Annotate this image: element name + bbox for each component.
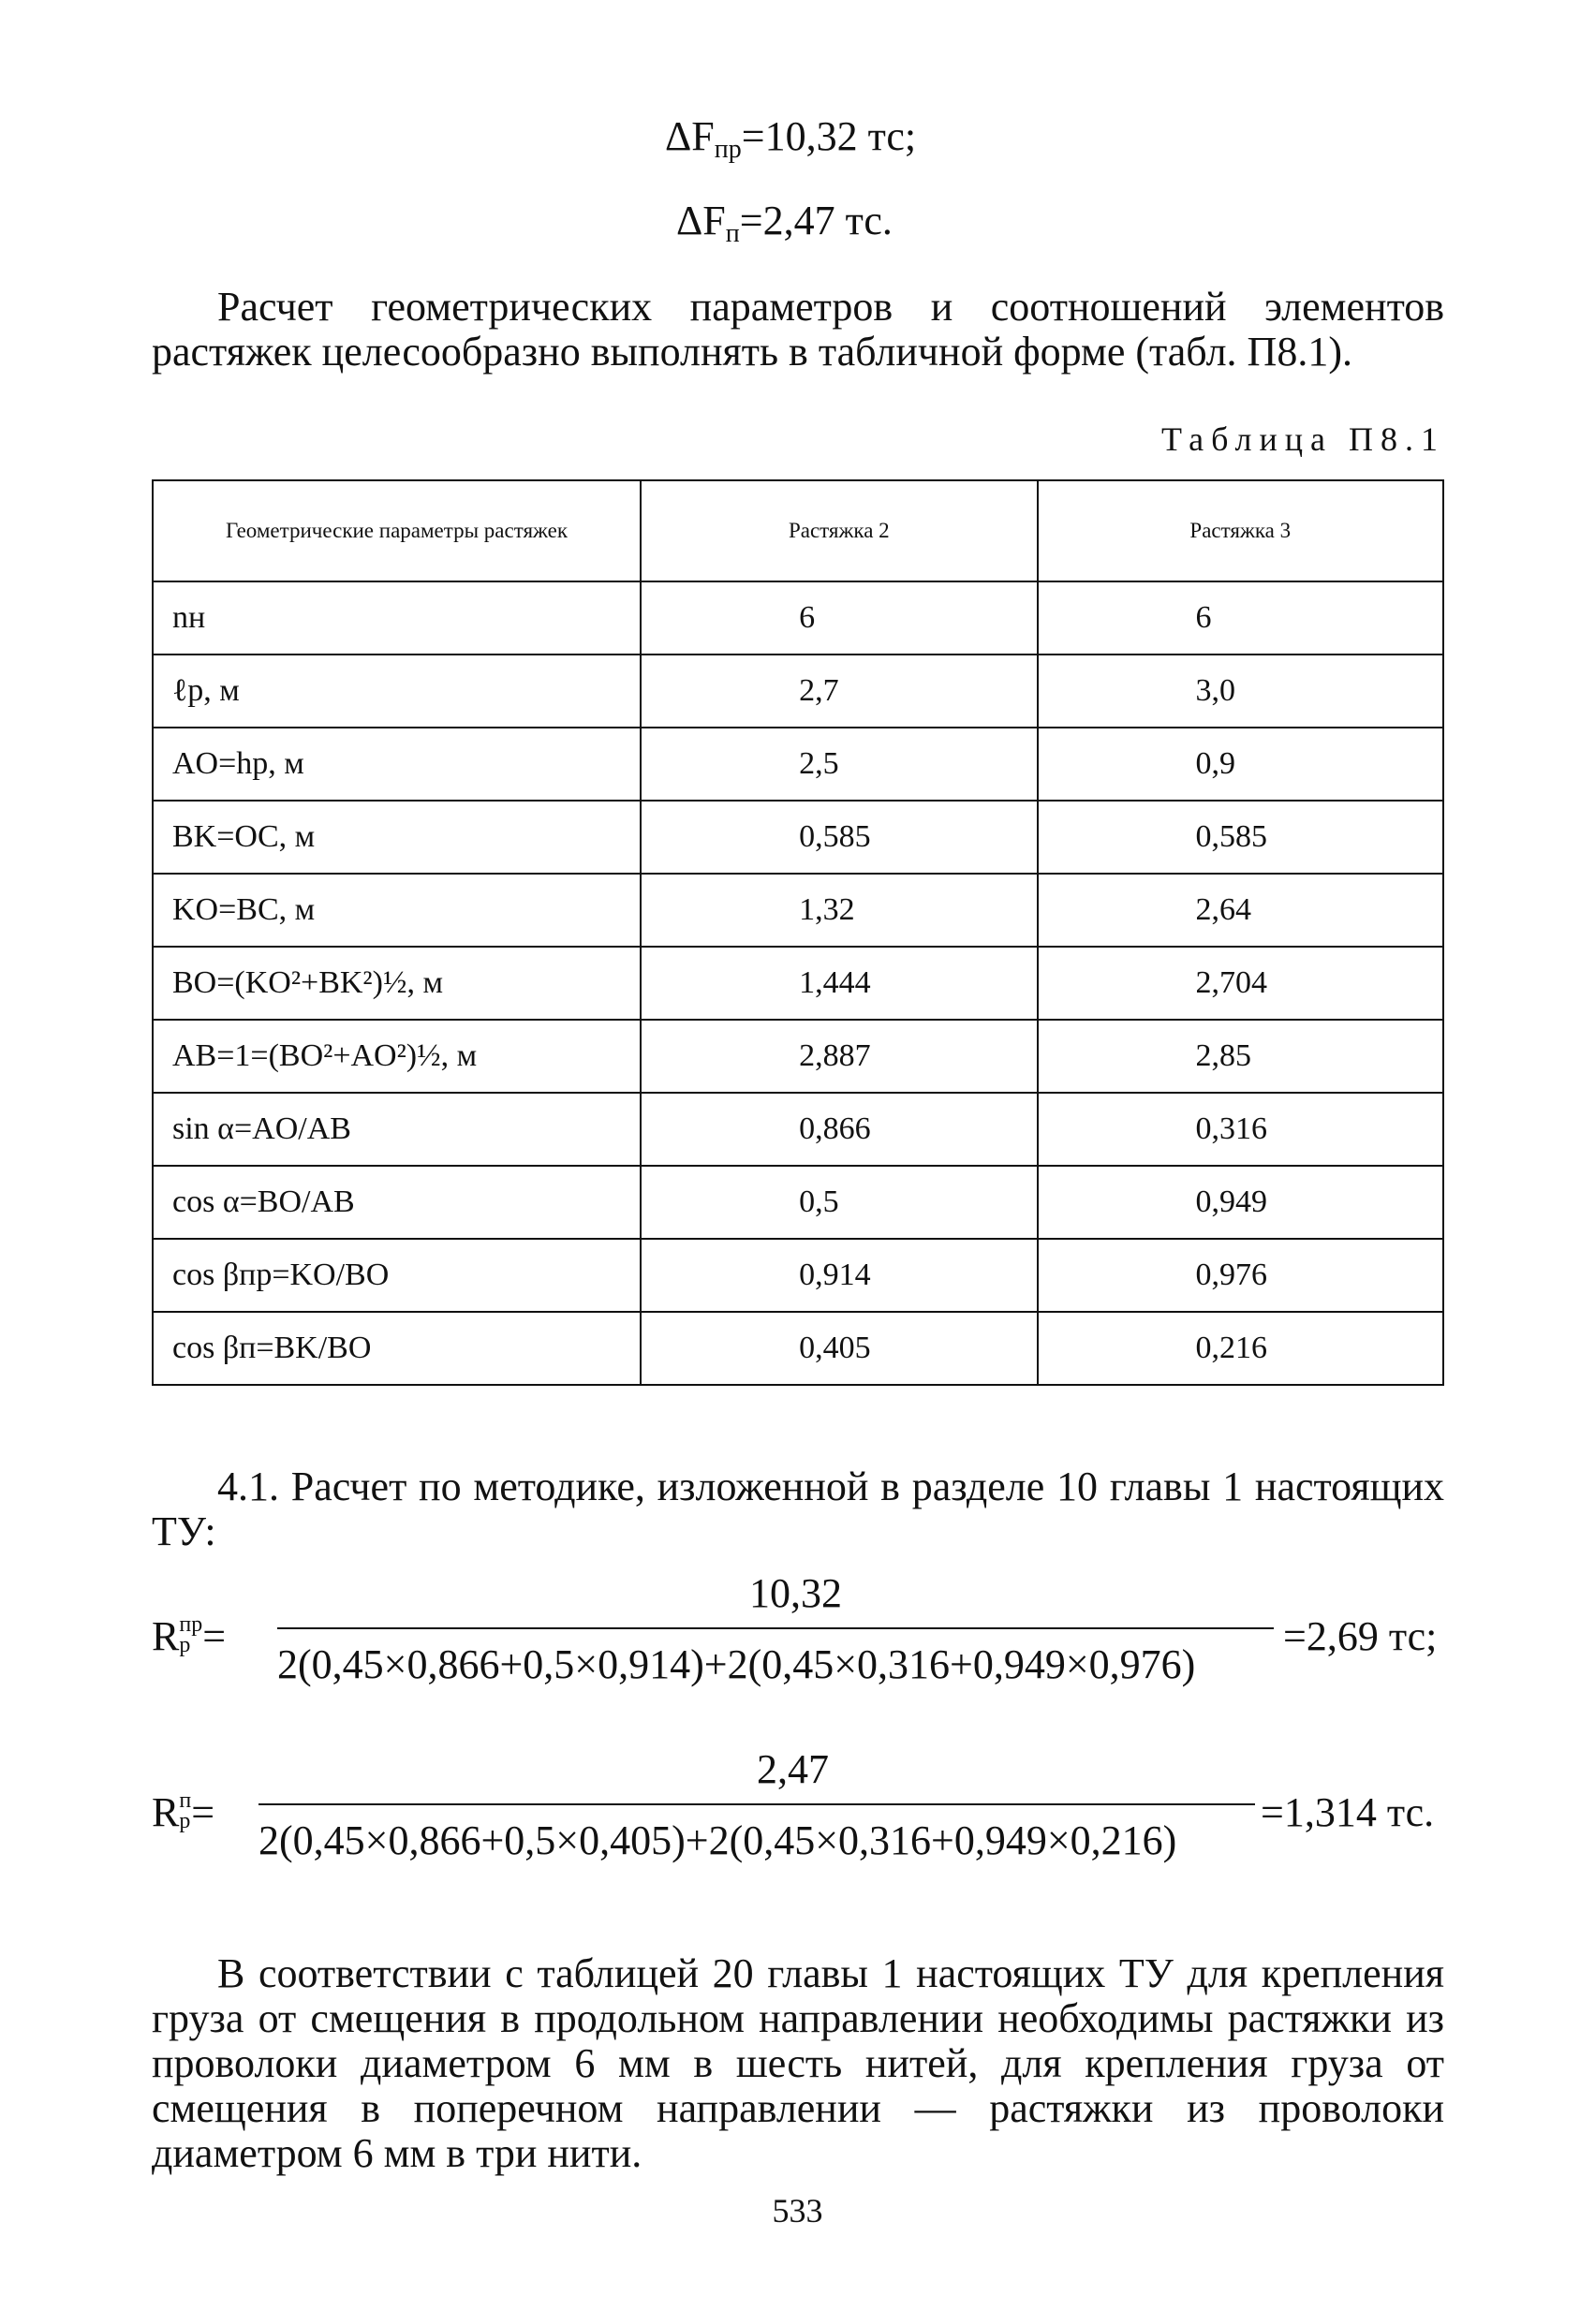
final-paragraph: В соответствии с таблицей 20 главы 1 настоящих ТУ для крепления груза от смещения в продольном направлении необходимы растяжки из проволоки диаметром 6 мм в шесть нитей, для крепления груза от смещения в поперечном направлении — растяжки из проволоки диаметром 6 мм в три нити. bbox=[152, 1950, 1444, 2176]
cell-stretch-2: 1,444 bbox=[641, 947, 1037, 1020]
cell-param: cos βпр=KO/BO bbox=[153, 1239, 641, 1312]
intro-paragraph: Расчет геометрических параметров и соотношений элементов растяжек целесообразно выполнять в табличной форме (табл. П8.1). bbox=[152, 284, 1444, 375]
fraction-lhs-sub: р bbox=[179, 1633, 191, 1657]
formula-lhs: ΔF bbox=[676, 198, 726, 243]
fraction-numerator: 2,47 bbox=[757, 1746, 829, 1792]
fraction-numerator: 10,32 bbox=[749, 1570, 842, 1616]
cell-stretch-2: 0,405 bbox=[641, 1312, 1037, 1385]
fraction-eq: = bbox=[202, 1613, 227, 1659]
page-number: 533 bbox=[772, 2192, 823, 2229]
cell-stretch-2: 1,32 bbox=[641, 874, 1037, 947]
formula-rhs: =2,47 тс. bbox=[739, 198, 893, 243]
cell-param: KO=BC, м bbox=[153, 874, 641, 947]
cell-stretch-3: 2,85 bbox=[1038, 1020, 1443, 1093]
table-row bbox=[153, 801, 1443, 874]
cell-param: BK=OC, м bbox=[153, 801, 641, 874]
table-row bbox=[153, 1020, 1443, 1093]
fraction-lhs bbox=[152, 1612, 226, 1660]
cell-stretch-2: 2,887 bbox=[641, 1020, 1037, 1093]
header-params: Геометрические параметры растяжек bbox=[153, 480, 641, 581]
formula-delta-f-p bbox=[676, 197, 893, 249]
cell-stretch-3: 0,9 bbox=[1038, 728, 1443, 801]
fraction-bar bbox=[277, 1627, 1274, 1629]
cell-stretch-2: 2,5 bbox=[641, 728, 1037, 801]
section-paragraph: 4.1. Расчет по методике, изложенной в разделе 10 главы 1 настоящих ТУ: bbox=[152, 1464, 1444, 1554]
cell-param: cos α=BO/AB bbox=[153, 1166, 641, 1239]
table-caption: Таблица П8.1 bbox=[1161, 420, 1445, 458]
fraction-bar bbox=[258, 1803, 1255, 1805]
cell-stretch-3: 2,704 bbox=[1038, 947, 1443, 1020]
cell-stretch-3: 0,949 bbox=[1038, 1166, 1443, 1239]
table-row bbox=[153, 947, 1443, 1020]
fraction-eq: = bbox=[191, 1789, 215, 1835]
fraction-lhs-sup: п bbox=[179, 1788, 192, 1813]
formula-delta-f-pr bbox=[665, 112, 916, 165]
fraction-lhs-letter: R bbox=[152, 1789, 180, 1835]
cell-stretch-2: 6 bbox=[641, 581, 1037, 655]
table-row bbox=[153, 728, 1443, 801]
cell-stretch-3: 3,0 bbox=[1038, 655, 1443, 728]
table-row bbox=[153, 1166, 1443, 1239]
cell-stretch-3: 0,316 bbox=[1038, 1093, 1443, 1166]
cell-stretch-3: 0,976 bbox=[1038, 1239, 1443, 1312]
cell-param: ℓр, м bbox=[153, 655, 641, 728]
cell-stretch-3: 2,64 bbox=[1038, 874, 1443, 947]
cell-param: nн bbox=[153, 581, 641, 655]
fraction-lhs-letter: R bbox=[152, 1613, 180, 1659]
table-header-row bbox=[153, 480, 1443, 581]
formula-rhs: =10,32 тс; bbox=[741, 113, 917, 159]
cell-stretch-3: 6 bbox=[1038, 581, 1443, 655]
cell-stretch-2: 0,585 bbox=[641, 801, 1037, 874]
geometry-table bbox=[152, 479, 1444, 1386]
table-row bbox=[153, 1312, 1443, 1385]
cell-param: AO=hр, м bbox=[153, 728, 641, 801]
cell-param: cos βп=BK/BO bbox=[153, 1312, 641, 1385]
cell-stretch-3: 0,585 bbox=[1038, 801, 1443, 874]
header-stretch-2: Растяжка 2 bbox=[641, 480, 1037, 581]
formula-sub: пр bbox=[714, 135, 742, 164]
formula-lhs: ΔF bbox=[665, 113, 715, 159]
cell-stretch-2: 0,866 bbox=[641, 1093, 1037, 1166]
cell-stretch-3: 0,216 bbox=[1038, 1312, 1443, 1385]
fraction-denominator: 2(0,45×0,866+0,5×0,405)+2(0,45×0,316+0,949×0,216) bbox=[258, 1817, 1177, 1863]
fraction-lhs bbox=[152, 1788, 214, 1836]
cell-stretch-2: 0,5 bbox=[641, 1166, 1037, 1239]
header-stretch-3: Растяжка 3 bbox=[1038, 480, 1443, 581]
cell-stretch-2: 2,7 bbox=[641, 655, 1037, 728]
table-row bbox=[153, 874, 1443, 947]
table-row bbox=[153, 655, 1443, 728]
table-row bbox=[153, 1239, 1443, 1312]
cell-param: BO=(KO²+BK²)½, м bbox=[153, 947, 641, 1020]
fraction-lhs-sub: р bbox=[179, 1809, 191, 1833]
cell-param: sin α=AO/AB bbox=[153, 1093, 641, 1166]
cell-param: AB=1=(BO²+AO²)½, м bbox=[153, 1020, 641, 1093]
table-row bbox=[153, 581, 1443, 655]
fraction-lhs-sup: пр bbox=[179, 1612, 203, 1637]
fraction-result: =1,314 тс. bbox=[1261, 1789, 1435, 1835]
fraction-denominator: 2(0,45×0,866+0,5×0,914)+2(0,45×0,316+0,949×0,976) bbox=[277, 1641, 1196, 1687]
formula-sub: п bbox=[725, 219, 740, 248]
table-row bbox=[153, 1093, 1443, 1166]
fraction-result: =2,69 тс; bbox=[1283, 1613, 1438, 1659]
cell-stretch-2: 0,914 bbox=[641, 1239, 1037, 1312]
